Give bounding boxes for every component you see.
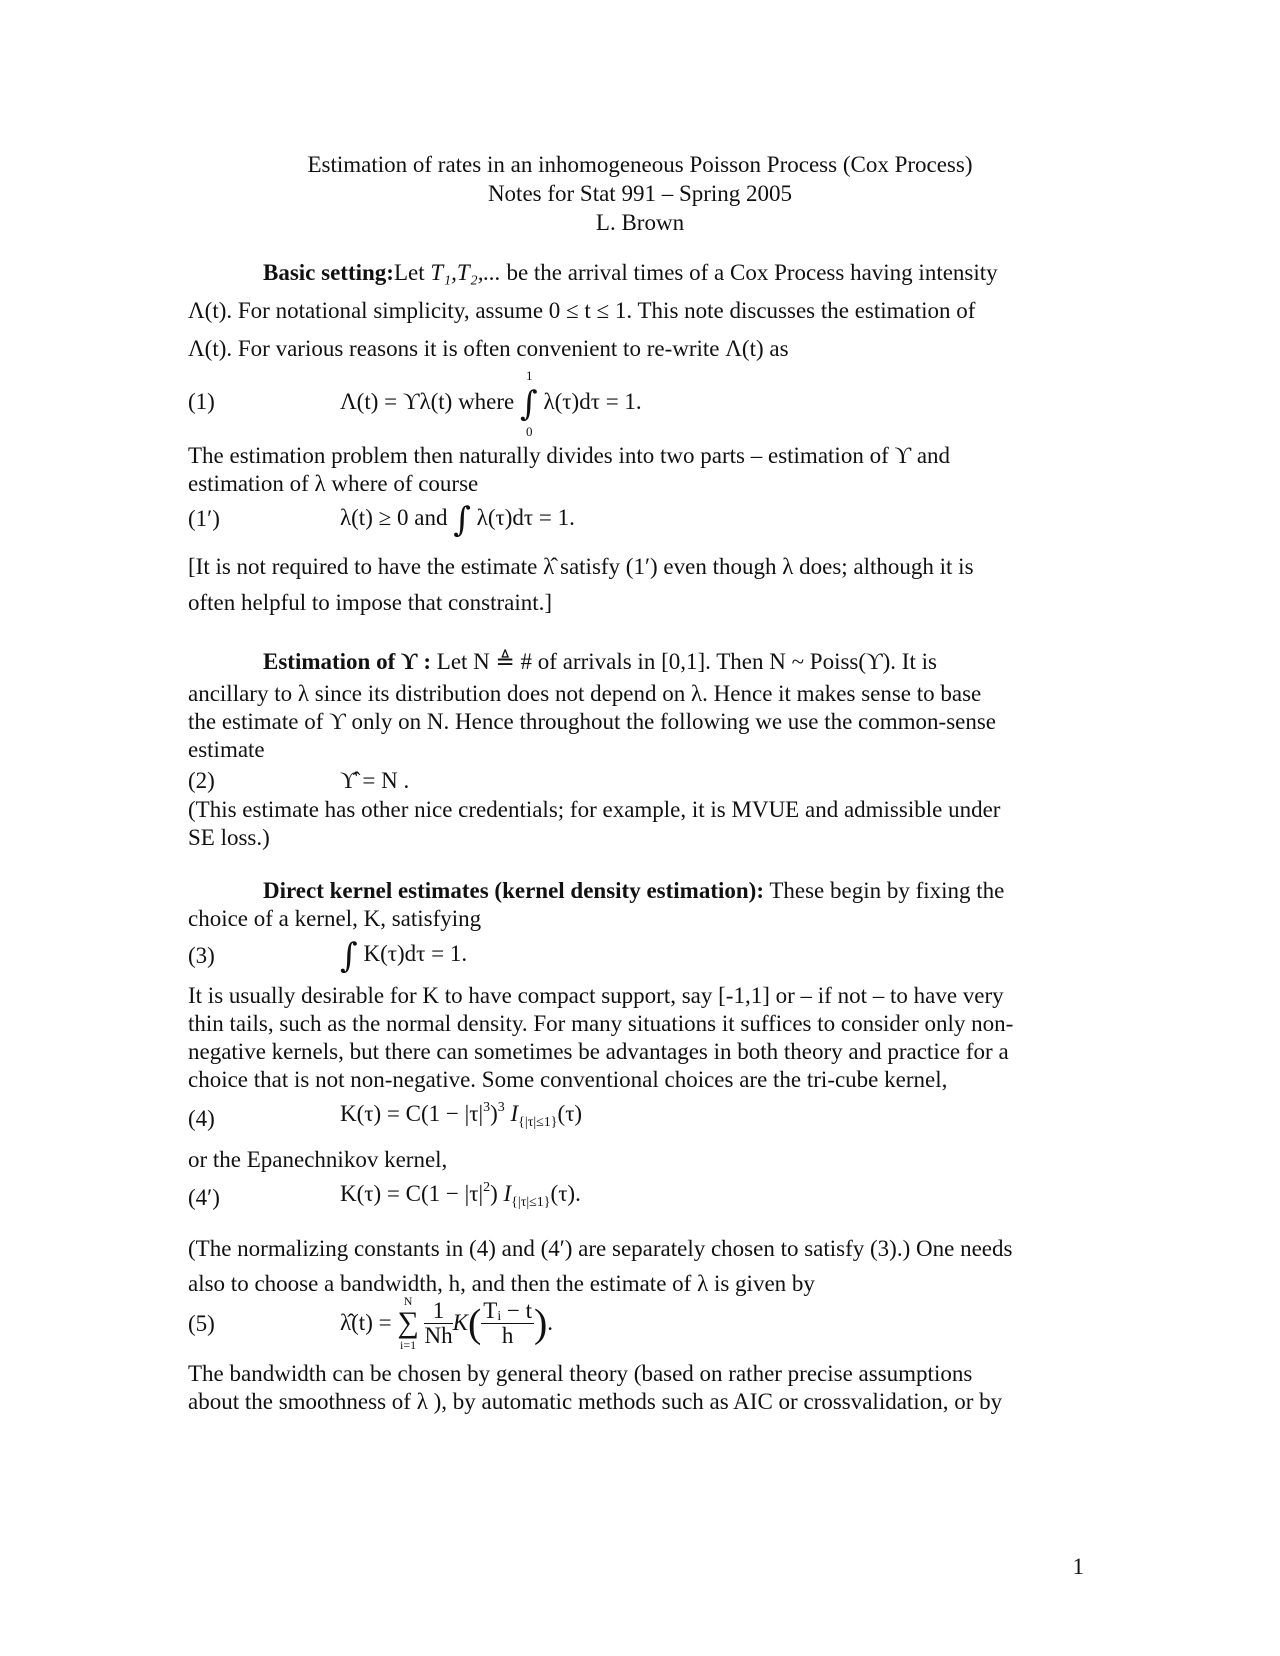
upsilon-paragraph-b: ancillary to λ since its distribution does not depend on λ. Hence it makes sense to base the estimate of ϒ only on N. Hence throughout the following we use the common-sense estimate — [188, 681, 997, 762]
equation-2: ϒ̂ = N . — [340, 768, 410, 793]
basic-setting-paragraph: Basic setting:Let T₁,T₂,... be the arrival times of a Cox Process having intensity Λ(t). For notational simplicity, assume 0 ≤ t ≤ 1. This note discusses the estimation of Λ(t). For various reasons it is often convenient to re-write Λ(t) as — [188, 260, 998, 361]
kernel-paragraph: Direct kernel estimates (kernel density estimation): These begin by fixing the choice of a kernel, K, satisfying — [188, 878, 1005, 931]
upsilon-heading: Estimation of ϒ : — [263, 649, 432, 674]
equation-number-3: (3) — [188, 943, 215, 968]
equation-1-prime: λ(t) ≥ 0 and ∫ λ(τ)dτ = 1. — [340, 500, 575, 540]
equation-4-tricube: $K(\tau) = C(1 - |\tau|^3)^3$ $I_{\{|\tau|\le 1\}}(\tau)$ — [340, 1100, 583, 1130]
equation-1: Λ(t) = ϒλ(t) where 1 ∫ 0 λ(τ)dτ = 1. — [340, 368, 642, 439]
integral-sign: ∫ — [520, 384, 538, 424]
credentials-paragraph: (This estimate has other nice credentials; for example, it is MVUE and admissible under SE loss.) — [188, 797, 1001, 850]
equation-5-kernel-estimate: λ̂(t) = N ∑ i=1 $\frac{1}{Nh}$ K( $\frac{\text{Tᵢ − t}}{h}$ ). — [340, 1294, 554, 1352]
summation: N ∑ i=1 — [397, 1294, 419, 1352]
equation-number-1-prime: (1′) — [188, 506, 220, 531]
equation-number-4-prime: (4′) — [188, 1185, 220, 1210]
equation-number-5: (5) — [188, 1311, 215, 1336]
constraint-note: [It is not required to have the estimate λ̂ satisfy (1′) even though λ does; although it is often helpful to impose that constraint.] — [188, 554, 974, 615]
integral-sign: ∫ — [453, 500, 471, 540]
equation-4-prime-epanechnikov: $K(\tau) = C(1 - |\tau|^2)$ $I_{\{|\tau|\le 1\}}(\tau)$. — [340, 1180, 581, 1210]
epanechnikov-intro: or the Epanechnikov kernel, — [188, 1147, 448, 1172]
integral-sign: ∫ — [340, 936, 358, 976]
support-paragraph: It is usually desirable for K to have compact support, say [-1,1] or – if not – to have very thin tails, such as the normal density. For many situations it suffices to consider only non- negative kernels, but there can sometimes be advantages in both theory and practice for a choice that is not non-negative. Some conventional choices are the tri-cube kernel, — [188, 983, 1014, 1092]
document-title: Estimation of rates in an inhomogeneous Poisson Process (Cox Process) — [307, 152, 973, 177]
kernel-heading: Direct kernel estimates (kernel density estimation): — [263, 878, 764, 903]
fraction-Ti-t-over-h: $\frac{\text{Tᵢ − t}}{h}$ — [483, 1297, 532, 1348]
upsilon-paragraph-a: Estimation of ϒ : Let N ≜ # of arrivals in [0,1]. Then N ~ Poiss(ϒ). It is — [263, 649, 937, 674]
course-line: Notes for Stat 991 – Spring 2005 — [487, 181, 793, 206]
bandwidth-paragraph: The bandwidth can be chosen by general theory (based on rather precise assumptions about the smoothness of λ ), by automatic methods such as AIC or crossvalidation, or by — [188, 1361, 1003, 1414]
equation-number-2: (2) — [188, 768, 215, 793]
equation-number-1: (1) — [188, 389, 215, 414]
equation-3: ∫ K(τ)dτ = 1. — [340, 936, 468, 976]
fraction-1-over-Nh: $\frac{1}{Nh}$ — [424, 1297, 453, 1348]
normalizing-paragraph: (The normalizing constants in (4) and (4′) are separately chosen to satisfy (3).) One needs also to choose a bandwidth, h, and then the estimate of λ is given by — [188, 1236, 1013, 1296]
document-header — [0, 150, 1280, 237]
author: L. Brown — [595, 210, 685, 235]
basic-setting-heading: Basic setting: — [263, 260, 394, 285]
page-number: 1 — [1072, 1554, 1084, 1579]
split-paragraph: The estimation problem then naturally divides into two parts – estimation of ϒ and estimation of λ where of course — [188, 443, 951, 496]
equation-number-4: (4) — [188, 1106, 215, 1131]
